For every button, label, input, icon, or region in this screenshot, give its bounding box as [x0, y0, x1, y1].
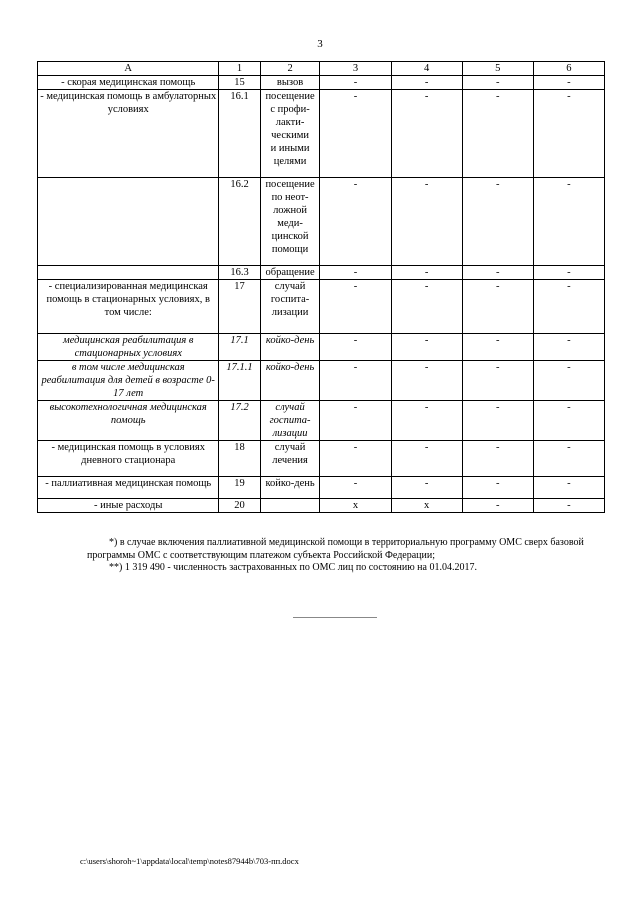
cell-a: - медицинская помощь в условиях дневного стационара	[38, 441, 219, 477]
footnote-1: *) в случае включения паллиативной медицинской помощи в территориальную программу ОМС сверх базовой программы ОМС с соответствующим платежом субъекта Российской Федерации;	[87, 537, 584, 561]
cell-2-line: случай	[274, 442, 306, 453]
cell-2-line: койко-день	[265, 478, 315, 489]
cell-2-line: посещение	[265, 179, 315, 190]
page-number: 3	[317, 38, 323, 50]
cell-a: - специализированная медицинская помощь в стационарных условиях, в том числе:	[38, 280, 219, 334]
cell-1: 17	[219, 280, 260, 334]
cell-5: -	[462, 90, 533, 178]
cell-3: х	[320, 499, 391, 513]
cell-a: - паллиативная медицинская помощь	[38, 477, 219, 499]
cell-5: -	[462, 76, 533, 90]
table-row	[38, 76, 605, 90]
file-path: c:\users\shoroh~1\appdata\local\temp\notes87944b\703-пп.docx	[80, 856, 299, 866]
cell-6: -	[533, 441, 604, 477]
footnotes	[87, 537, 607, 575]
cell-2-line: случай	[274, 281, 306, 292]
cell-2-line: меди-	[277, 218, 303, 229]
cell-2-line: ложной	[273, 205, 308, 216]
cell-4: -	[391, 178, 462, 266]
cell-2-line: лечения	[272, 455, 308, 466]
cell-2-line: вызов	[276, 77, 304, 88]
cell-2-line: койко-день	[265, 362, 315, 373]
cell-3: -	[320, 401, 391, 441]
cell-2-line: по неот-	[271, 192, 309, 203]
header-cell-1: 1	[219, 62, 260, 76]
cell-4: -	[391, 361, 462, 401]
table-row	[38, 178, 605, 266]
cell-2-line: с профи-	[270, 104, 310, 115]
cell-4: -	[391, 477, 462, 499]
cell-3: -	[320, 280, 391, 334]
cell-3: -	[320, 178, 391, 266]
cell-5: -	[462, 361, 533, 401]
table-body	[38, 76, 605, 513]
cell-2-line: обращение	[265, 267, 315, 278]
cell-2	[260, 401, 320, 441]
cell-4: -	[391, 401, 462, 441]
header-cell-2: 2	[260, 62, 320, 76]
header-cell-a: А	[38, 62, 219, 76]
table-row	[38, 361, 605, 401]
cell-1: 15	[219, 76, 260, 90]
cell-6: -	[533, 401, 604, 441]
cell-6: -	[533, 334, 604, 361]
cell-2	[260, 334, 320, 361]
divider-line	[293, 617, 377, 618]
header-cell-5: 5	[462, 62, 533, 76]
cell-5: -	[462, 178, 533, 266]
cell-4: -	[391, 76, 462, 90]
cell-6: -	[533, 266, 604, 280]
cell-3: -	[320, 266, 391, 280]
table-header-row	[38, 62, 605, 76]
cell-4: -	[391, 334, 462, 361]
cell-a: - иные расходы	[38, 499, 219, 513]
cell-2-line: помощи	[271, 244, 309, 255]
cell-6: -	[533, 361, 604, 401]
header-cell-3: 3	[320, 62, 391, 76]
cell-2-line: ческими	[271, 130, 309, 141]
cell-2	[260, 499, 320, 513]
cell-1: 16.1	[219, 90, 260, 178]
cell-1: 17.2	[219, 401, 260, 441]
cell-2	[260, 477, 320, 499]
cell-2-line: случай	[275, 402, 305, 413]
cell-1: 16.3	[219, 266, 260, 280]
cell-a: высокотехнологичная медицинская помощь	[38, 401, 219, 441]
cell-a: в том числе медицинская реабилитация для детей в возрасте 0-17 лет	[38, 361, 219, 401]
cell-2	[260, 76, 320, 90]
table-row	[38, 477, 605, 499]
cell-5: -	[462, 401, 533, 441]
cell-1: 18	[219, 441, 260, 477]
footnote-2: **) 1 319 490 - численность застрахованных по ОМС лиц по состоянию на 01.04.2017.	[109, 562, 477, 573]
header-cell-4: 4	[391, 62, 462, 76]
table-row	[38, 499, 605, 513]
table-row	[38, 334, 605, 361]
cell-2-line: посещение	[265, 91, 315, 102]
cell-4: -	[391, 90, 462, 178]
header-cell-6: 6	[533, 62, 604, 76]
cell-2	[260, 361, 320, 401]
cell-2	[260, 441, 320, 477]
data-table	[37, 61, 605, 513]
cell-1: 20	[219, 499, 260, 513]
cell-5: -	[462, 266, 533, 280]
cell-6: -	[533, 499, 604, 513]
cell-2-line: лизации	[271, 307, 309, 318]
table-row	[38, 280, 605, 334]
cell-2-line: целями	[273, 156, 307, 167]
cell-1: 19	[219, 477, 260, 499]
cell-3: -	[320, 361, 391, 401]
cell-a	[38, 178, 219, 266]
cell-3: -	[320, 334, 391, 361]
cell-2-line: лакти-	[275, 117, 305, 128]
cell-3: -	[320, 76, 391, 90]
cell-5: -	[462, 334, 533, 361]
cell-5: -	[462, 499, 533, 513]
cell-2-line: госпита-	[270, 294, 310, 305]
cell-6: -	[533, 477, 604, 499]
table-row	[38, 441, 605, 477]
cell-4: -	[391, 441, 462, 477]
cell-6: -	[533, 178, 604, 266]
cell-2	[260, 266, 320, 280]
cell-3: -	[320, 441, 391, 477]
cell-6: -	[533, 90, 604, 178]
table-row	[38, 266, 605, 280]
cell-2-line: лизации	[272, 428, 308, 439]
cell-5: -	[462, 280, 533, 334]
cell-a	[38, 266, 219, 280]
cell-2	[260, 90, 320, 178]
cell-1: 17.1.1	[219, 361, 260, 401]
cell-1: 16.2	[219, 178, 260, 266]
table-row	[38, 401, 605, 441]
cell-4: -	[391, 280, 462, 334]
cell-4: -	[391, 266, 462, 280]
cell-2-line: и иными	[270, 143, 310, 154]
cell-6: -	[533, 280, 604, 334]
cell-4: х	[391, 499, 462, 513]
cell-2-line: цинской	[271, 231, 309, 242]
cell-2	[260, 178, 320, 266]
cell-3: -	[320, 477, 391, 499]
cell-a: медицинская реабилитация в стационарных условиях	[38, 334, 219, 361]
cell-a: - медицинская помощь в амбулаторных условиях	[38, 90, 219, 178]
cell-5: -	[462, 441, 533, 477]
cell-5: -	[462, 477, 533, 499]
cell-2	[260, 280, 320, 334]
cell-2-line: госпита-	[269, 415, 311, 426]
cell-2-line: койко-день	[265, 335, 315, 346]
cell-1: 17.1	[219, 334, 260, 361]
cell-3: -	[320, 90, 391, 178]
cell-6: -	[533, 76, 604, 90]
table-row	[38, 90, 605, 178]
cell-a: - скорая медицинская помощь	[38, 76, 219, 90]
